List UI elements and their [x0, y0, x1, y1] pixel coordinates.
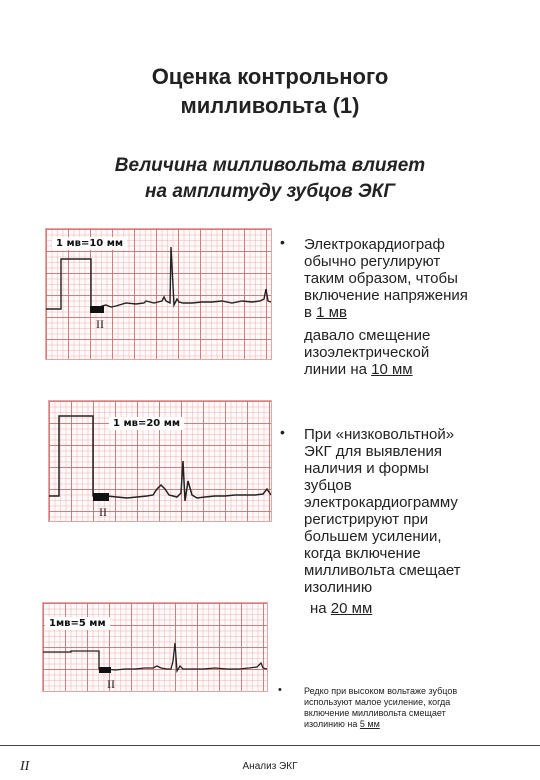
paragraph-high-voltage — [304, 686, 457, 730]
paragraph-line: Электрокардиограф — [304, 236, 445, 253]
page-number: II — [20, 759, 30, 774]
highlight-value: 5 мм — [359, 719, 380, 729]
lead-label: II — [99, 505, 107, 519]
calibration-label: 1 мв=10 мм — [52, 237, 127, 250]
paragraph-line: электрокардиограмму — [304, 494, 458, 511]
paragraph-calibration-normal — [304, 236, 468, 378]
page-subtitle — [0, 153, 540, 205]
paragraph-line: наличия и формы — [304, 460, 429, 477]
paragraph-line: зубцов — [304, 477, 352, 494]
paragraph-line: большем усилении, — [304, 528, 442, 545]
paragraph-line: При «низковольтной» — [304, 426, 455, 443]
page-subtitle-line: на амплитуду зубцов ЭКГ — [145, 181, 395, 202]
page-subtitle-line: Величина милливольта влияет — [114, 155, 426, 176]
bullet-marker: • — [280, 424, 285, 440]
paragraph-line: таким образом, чтобы — [304, 270, 458, 287]
paragraph-line — [304, 600, 461, 617]
paragraph-text: в — [304, 304, 317, 321]
highlight-value: 1 мв — [316, 304, 347, 321]
paragraph-line: включение милливольта смещает — [304, 708, 446, 718]
lead-label: II — [96, 317, 104, 331]
paragraph-line: ЭКГ для выявления — [304, 443, 442, 460]
footer-title: Анализ ЭКГ — [242, 761, 298, 772]
paragraph-text: линии на — [304, 361, 372, 378]
paragraph-line — [304, 719, 457, 730]
calibration-label: 1 мв=20 мм — [109, 417, 184, 430]
page-title — [0, 62, 540, 120]
bullet-marker: • — [278, 684, 282, 696]
paragraph-line: милливольта смещает — [304, 562, 461, 579]
highlight-value: 10 мм — [371, 361, 413, 378]
page-title-line: милливольта (1) — [180, 93, 360, 118]
ecg-strip-5mm — [42, 602, 268, 692]
paragraph-text: изолинию на — [304, 719, 360, 729]
paragraph-line: регистрируют при — [304, 511, 429, 528]
footer-divider — [0, 745, 540, 746]
lead-label: II — [107, 677, 115, 691]
paragraph-line: изоэлектрической — [304, 344, 430, 361]
paragraph-line: обычно регулируют — [304, 253, 441, 270]
paragraph-low-voltage — [304, 426, 461, 617]
paragraph-line: включение напряжения — [304, 287, 468, 304]
paragraph-line — [304, 361, 468, 378]
page-title-line: Оценка контрольного — [151, 64, 389, 89]
paragraph-line: изолинию — [304, 579, 373, 596]
ecg-strip-20mm — [48, 400, 272, 522]
paragraph-line: давало смещение — [304, 327, 431, 344]
bullet-marker: • — [280, 234, 285, 250]
paragraph-line: используют малое усиление, когда — [304, 697, 451, 707]
paragraph-line: Редко при высоком вольтаже зубцов — [304, 686, 458, 696]
paragraph-text: на — [310, 600, 331, 617]
ecg-strip-10mm — [45, 228, 272, 360]
paragraph-line — [304, 304, 468, 321]
paragraph-line: когда включение — [304, 545, 421, 562]
highlight-value: 20 мм — [330, 600, 373, 617]
calibration-label: 1мв=5 мм — [45, 617, 110, 630]
